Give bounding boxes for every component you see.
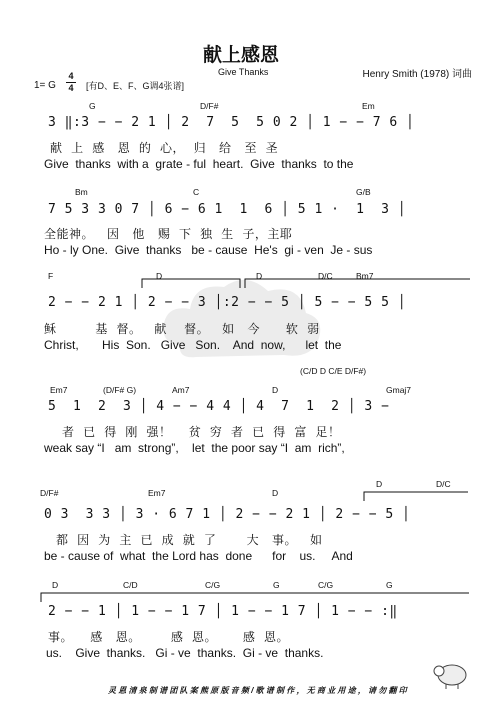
- lyrics-english: Give thanks with a grate - ful heart. Give thanks to the: [44, 157, 354, 171]
- chord-label: D/F#: [200, 101, 219, 111]
- chord-label: C/G: [318, 580, 334, 590]
- lyrics-english: Christ, His Son. Give Son. And now, let the: [44, 338, 342, 352]
- lyrics-chinese: 献 上 感 恩 的 心， 归 给 至 圣: [50, 141, 279, 155]
- chord-label: D: [156, 271, 163, 281]
- volta-bracket: [140, 277, 470, 289]
- lyrics-chinese: 都 因 为 主 已 成 就 了 大 事。 如: [56, 533, 323, 547]
- chord-label: (C/D D C/E D/F#): [300, 366, 367, 376]
- notation-line: 3 ‖:3 − − 2 1 │ 2 7 5 5 0 2 │ 1 − − 7 6 │: [48, 115, 415, 130]
- footer-note: 灵 恩 清 泉 制 谱 团 队 案 熊 原 版 音 频 / 歌 谱 制 作 ， 无 商 业 用 途 ， 请 勿 翻 印: [108, 686, 407, 695]
- song-title: 献上感恩: [203, 44, 280, 66]
- notation-line: 7 5 3 3 0 7 │ 6 − 6 1 1 6 │ 5 1 · 1 3 │: [48, 202, 407, 217]
- time-signature-top: 4: [68, 71, 74, 81]
- chord-label: Em7: [50, 385, 68, 395]
- lyrics-english: be - cause of what the Lord has done for us. And: [44, 549, 353, 563]
- chord-label: D/C: [436, 479, 451, 489]
- chord-label: Am7: [172, 385, 190, 395]
- chord-label: F: [48, 271, 54, 281]
- chord-label: C/G: [205, 580, 221, 590]
- chord-label: C/D: [123, 580, 138, 590]
- chord-label: D: [256, 271, 263, 281]
- key-note: [有D、E、F、G调4张谱]: [86, 81, 185, 91]
- song-subtitle: Give Thanks: [218, 67, 269, 77]
- key-signature: 1= G: [34, 80, 56, 91]
- lyrics-chinese: 者 已 得 刚 强！ 贫 穷 者 已 得 富 足！: [62, 425, 341, 439]
- volta-bracket: [40, 591, 470, 603]
- chord-label: G: [273, 580, 280, 590]
- chord-label: D: [52, 580, 59, 590]
- notation-line: 2 − − 1 │ 1 − − 1 7 │ 1 − − 1 7 │ 1 − − :‖: [48, 604, 398, 619]
- chord-label: C: [193, 187, 200, 197]
- chord-label: G/B: [356, 187, 371, 197]
- chord-label: D: [376, 479, 383, 489]
- lyrics-english: weak say “I am strong”, let the poor say “I am rich”,: [44, 441, 345, 455]
- chord-label: Em: [362, 101, 375, 111]
- sheep-logo-icon: [430, 655, 470, 691]
- chord-label: G: [89, 101, 96, 111]
- notation-line: 2 − − 2 1 │ 2 − − 3 │:2 − − 5 │ 5 − − 5 5 │: [48, 295, 407, 310]
- chord-label: (D/F# G): [103, 385, 137, 395]
- lyrics-english: us. Give thanks. Gi - ve thanks. Gi - ve thanks.: [46, 646, 324, 660]
- chord-label: Bm: [75, 187, 88, 197]
- time-signature-bottom: 4: [68, 83, 74, 93]
- notation-line: 5 1 2 3 │ 4 − − 4 4 │ 4 7 1 2 │ 3 −: [48, 399, 390, 414]
- song-author: Henry Smith (1978) 词曲: [362, 69, 472, 80]
- chord-label: Bm7: [356, 271, 374, 281]
- chord-label: G: [386, 580, 393, 590]
- lyrics-chinese: 全能神。 因 他 赐 下 独 生 子，主耶: [44, 227, 293, 241]
- volta-bracket: [362, 490, 470, 502]
- time-signature: [66, 72, 76, 93]
- chord-label: Em7: [148, 488, 166, 498]
- notation-line: 0 3 3 3 │ 3 · 6 7 1 │ 2 − − 2 1 │ 2 − − 5 │: [44, 507, 411, 522]
- chord-label: D: [272, 488, 279, 498]
- chord-label: D/F#: [40, 488, 59, 498]
- chord-label: D/C: [318, 271, 333, 281]
- chord-label: D: [272, 385, 279, 395]
- chord-label: Gmaj7: [386, 385, 412, 395]
- lyrics-chinese: 事。 感 恩。 感 恩。 感 恩。: [48, 630, 290, 644]
- lyrics-chinese: 稣 基 督。 献 督。 如 今 软 弱: [44, 322, 320, 336]
- lyrics-english: Ho - ly One. Give thanks be - cause He's gi - ven Je - sus: [44, 243, 373, 257]
